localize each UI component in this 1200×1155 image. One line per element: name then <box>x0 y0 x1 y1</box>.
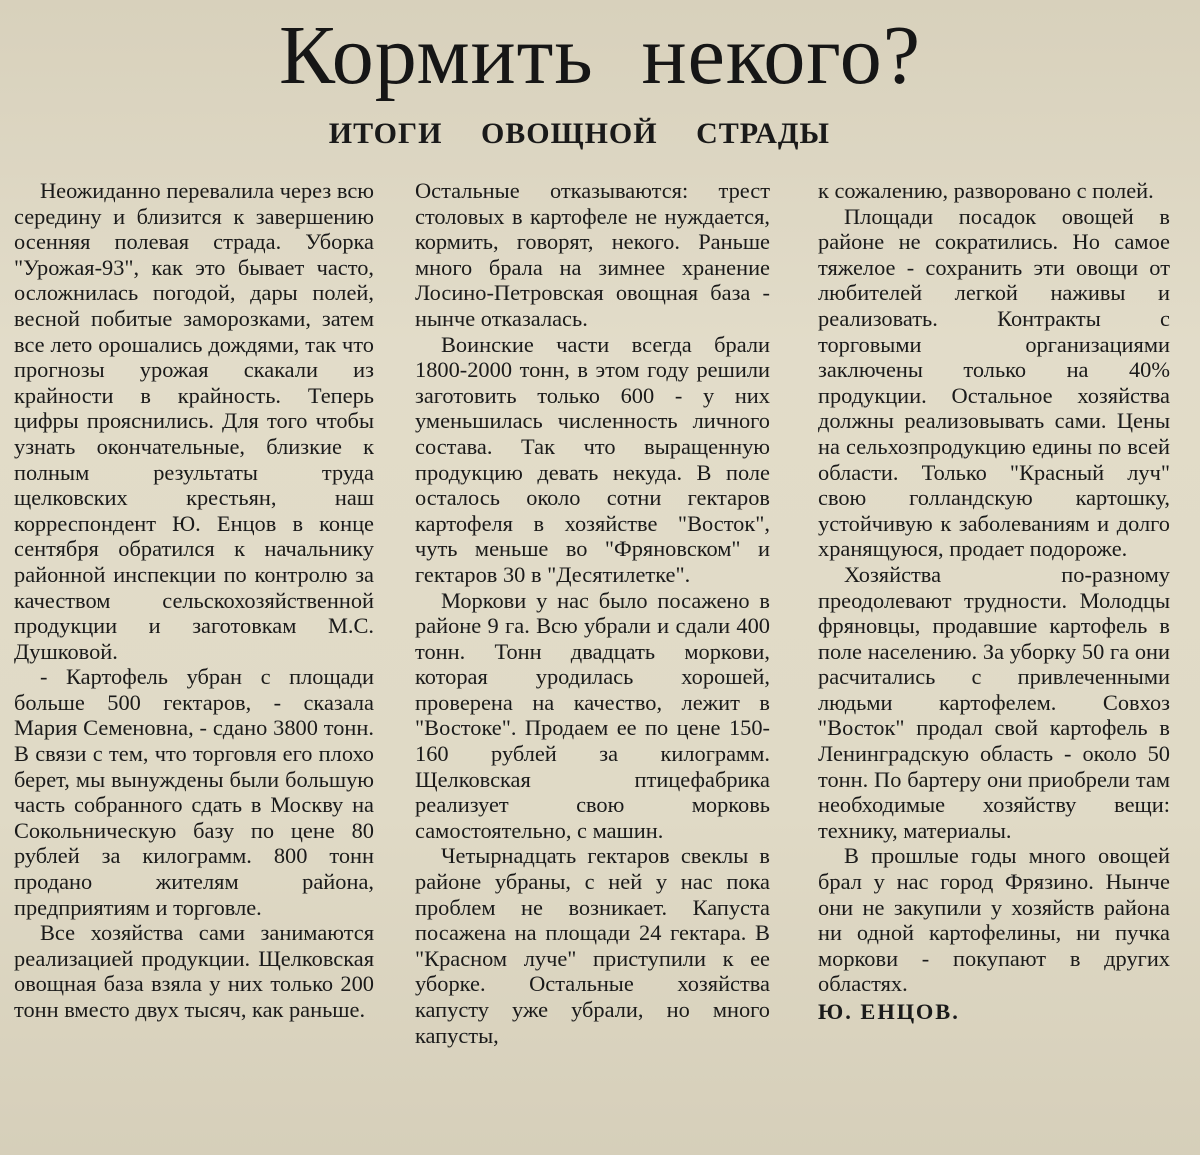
article-column-2 <box>415 178 770 1048</box>
article-column-1 <box>14 178 374 1023</box>
author-signature: Ю. ЕНЦОВ. <box>818 999 960 1024</box>
paragraph: - Картофель убран с площади больше 500 гектаров, - сказала Мария Семеновна, - сдано 3800 тонн. В связи с тем, что торговля его плохо берет, мы вынуждены были большую часть собранного сдать в Москву на Сокольническую базу по цене 80 рублей за килограмм. 800 тонн продано жителям района, предприятиям и торговле. <box>14 664 374 920</box>
paragraph: Моркови у нас было посажено в районе 9 га. Всю убрали и сдали 400 тонн. Тонн двадцать моркови, которая уродилась хорошей, проверена на качество, лежит в "Востоке". Продаем ее по цене 150-160 рублей за килограмм. Щелковская птицефабрика реализует свою морковь самостоятельно, с машин. <box>415 587 770 843</box>
paragraph: Четырнадцать гектаров свеклы в районе убраны, с ней у нас пока проблем не возникает. Капуста посажена на площади 24 гектара. В "Красном луче" приступили к ее уборке. Остальные хозяйства капусту уже убрали, но много капусты, <box>415 843 770 1048</box>
paragraph: к сожалению, разворовано с полей. <box>818 178 1154 203</box>
paragraph: Воинские части всегда брали 1800-2000 тонн, в этом году решили заготовить только 600 - у них уменьшилась численность личного состава. Так что выращенную продукцию девать некуда. В поле осталось около сотни гектаров картофеля в хозяйстве "Восток", чуть меньше во "Фряновском" и гектаров 30 в "Десятилетке". <box>415 331 770 587</box>
article-column-3 <box>818 178 1170 1025</box>
paragraph: В прошлые годы много овощей брал у нас город Фрязино. Нынче они не закупили у хозяйств района ни одной картофелины, ни пучка моркови - покупают в других областях. <box>818 843 1170 997</box>
paragraph: Неожиданно перевалила через всю середину и близится к завершению осенняя полевая страда. Уборка "Урожая-93", как это бывает часто, осложнилась погодой, дары полей, весной побитые заморозками, затем все лето орошались дождями, так что прогнозы урожая скакали из крайности в крайность. Теперь цифры прояснились. Для того чтобы узнать окончательные, близкие к полным результаты труда щелковских крестьян, наш корреспондент Ю. Енцов в конце сентября обратился к начальнику районной инспекции по контролю за качеством сельскохозяйственной продукции и заготовкам М.С. Душковой. <box>14 178 374 664</box>
paragraph: Хозяйства по-разному преодолевают трудности. Молодцы фряновцы, продавшие картофель в поле населению. За уборку 50 га они расчитались с привлеченными людьми картофелем. Совхоз "Восток" продал свой картофель в Ленинградскую область - около 50 тонн. По бартеру они приобрели там необходимые хозяйству вещи: технику, материалы. <box>818 561 1170 843</box>
paragraph: Остальные отказываются: трест столовых в картофеле не нуждается, кормить, говорят, некого. Раньше много брала на зимнее хранение Лосино-Петровская овощная база - нынче отказалась. <box>415 178 770 331</box>
paragraph: Площади посадок овощей в районе не сократились. Но самое тяжелое - сохранить эти овощи от любителей легкой наживы и реализовать. Контракты с торговыми организациями заключены только на 40% продукции. Остальное хозяйства должны реализовывать сами. Цены на сельхозпродукцию едины по всей области. Только "Красный луч" свою голландскую картошку, устойчивую к заболеваниям и долго хранящуюся, продает подороже. <box>818 203 1170 562</box>
subheadline: ИТОГИ ОВОЩНОЙ СТРАДЫ <box>328 117 830 150</box>
paragraph: Все хозяйства сами занимаются реализацией продукции. Щелковская овощная база взяла у них только 200 тонн вместо двух тысяч, как раньше. <box>14 920 374 1022</box>
headline: Кормить некого? <box>278 9 922 102</box>
